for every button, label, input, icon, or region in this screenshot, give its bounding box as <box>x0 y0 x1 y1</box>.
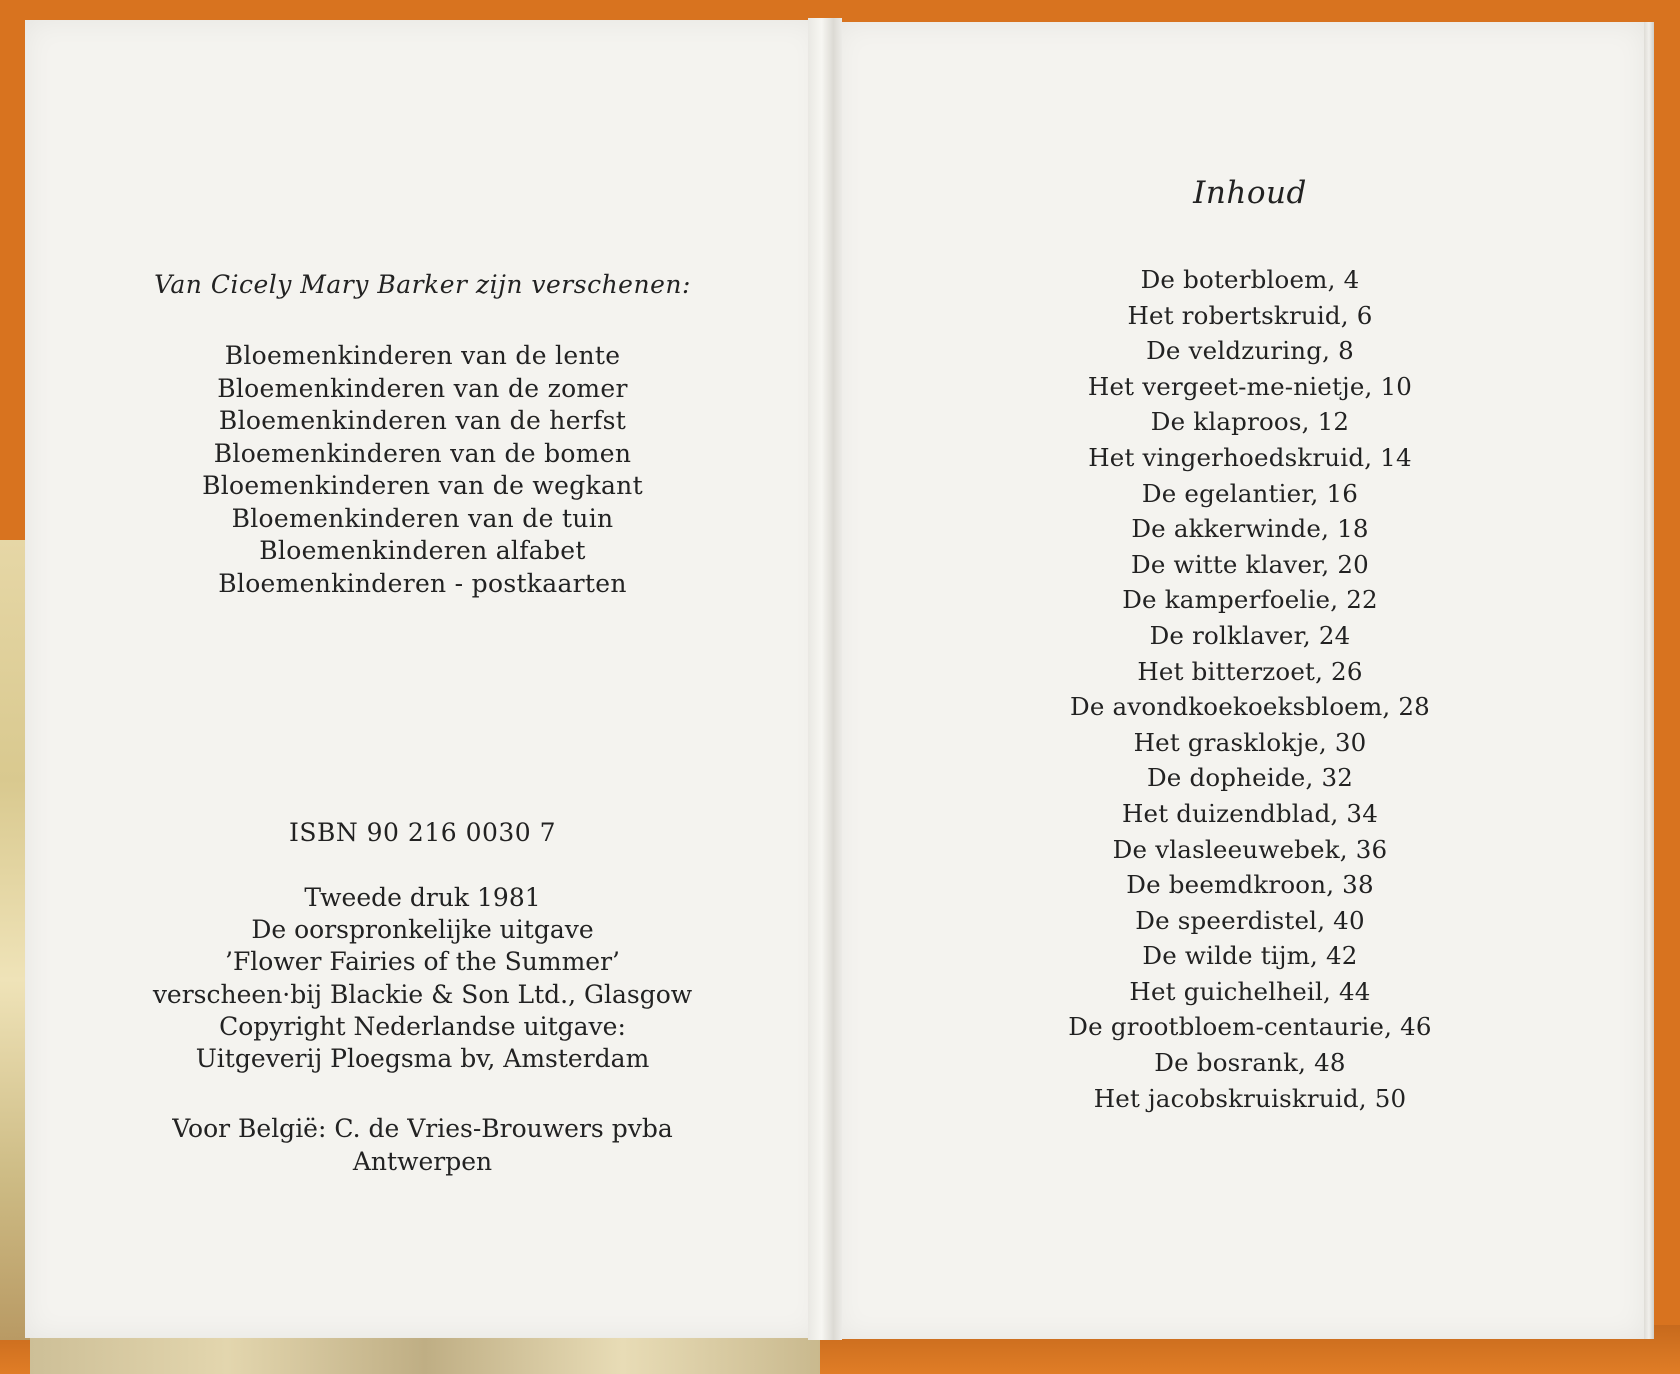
book-title: Bloemenkinderen alfabet <box>259 536 586 565</box>
book-title: Bloemenkinderen van de wegkant <box>202 471 643 500</box>
toc-entry: De witte klaver, 20 <box>1131 549 1369 579</box>
colophon-line: Uitgeverij Ploegsma bv, Amsterdam <box>195 1044 650 1074</box>
toc-entry: De dopheide, 32 <box>1146 763 1354 793</box>
toc-entry: Het robertskruid, 6 <box>1127 300 1373 330</box>
toc-entry: Het jacobskruiskruid, 50 <box>1093 1083 1407 1113</box>
belgium-distributor: Voor België: C. de Vries-Brouwers pvba Antwerpen <box>172 1114 673 1176</box>
toc-entry: De speerdistel, 40 <box>1135 905 1365 935</box>
endpaper-illustration-bottom <box>30 1337 820 1374</box>
colophon-line: Tweede druk 1981 <box>304 883 541 912</box>
toc-entry: De avondkoekoeksbloem, 28 <box>1070 692 1430 722</box>
toc-entry: De akkerwinde, 18 <box>1131 514 1369 544</box>
toc-entry: De vlasleeuwebek, 36 <box>1112 834 1388 864</box>
colophon-line: ’Flower Fairies of the Summer’ <box>225 947 620 977</box>
toc-entry: De klaproos, 12 <box>1150 407 1350 437</box>
toc-entry: De boterbloem, 4 <box>1140 265 1360 294</box>
toc-entry: Het vingerhoedskruid, 14 <box>1088 442 1412 472</box>
colophon <box>25 882 820 1075</box>
book-title: Bloemenkinderen van de bomen <box>213 438 632 468</box>
book-title: Bloemenkinderen van de herfst <box>218 406 627 435</box>
book-title: Bloemenkinderen van de tuin <box>231 503 614 533</box>
colophon-line: De oorspronkelijke uitgave <box>251 915 594 945</box>
book-title: Bloemenkinderen van de lente <box>224 341 621 370</box>
toc-entry: De egelantier, 16 <box>1141 478 1359 508</box>
colophon-line: verscheen·bij Blackie & Son Ltd., Glasgow <box>152 979 693 1009</box>
toc-entry: De beemdkroon, 38 <box>1126 870 1374 900</box>
toc-entry: Het vergeet-me-nietje, 10 <box>1087 371 1413 401</box>
toc-entry: Het guichelheil, 44 <box>1129 976 1371 1006</box>
book-title: Bloemenkinderen - postkaarten <box>218 568 627 598</box>
toc-entry: De bosrank, 48 <box>1154 1048 1346 1078</box>
table-of-contents <box>836 262 1664 1116</box>
toc-entry: Het duizendblad, 34 <box>1121 798 1379 828</box>
toc-entry: De grootbloem-centaurie, 46 <box>1068 1012 1432 1042</box>
colophon-line: Copyright Nederlandse uitgave: <box>219 1011 626 1041</box>
toc-entry: De kamperfoelie, 22 <box>1122 585 1378 615</box>
book-title: Bloemenkinderen van de zomer <box>217 373 628 403</box>
toc-title: Inhoud <box>1193 175 1307 211</box>
isbn-line: ISBN 90 216 0030 7 <box>288 818 557 847</box>
toc-entry: Het bitterzoet, 26 <box>1137 656 1363 686</box>
toc-entry: Het grasklokje, 30 <box>1133 727 1367 757</box>
toc-entry: De rolklaver, 24 <box>1149 620 1351 650</box>
book-titles-list <box>25 340 820 600</box>
author-lead-line: Van Cicely Mary Barker zijn verschenen: <box>154 270 691 299</box>
toc-entry: De veldzuring, 8 <box>1146 336 1354 366</box>
toc-entry: De wilde tijm, 42 <box>1142 941 1358 971</box>
